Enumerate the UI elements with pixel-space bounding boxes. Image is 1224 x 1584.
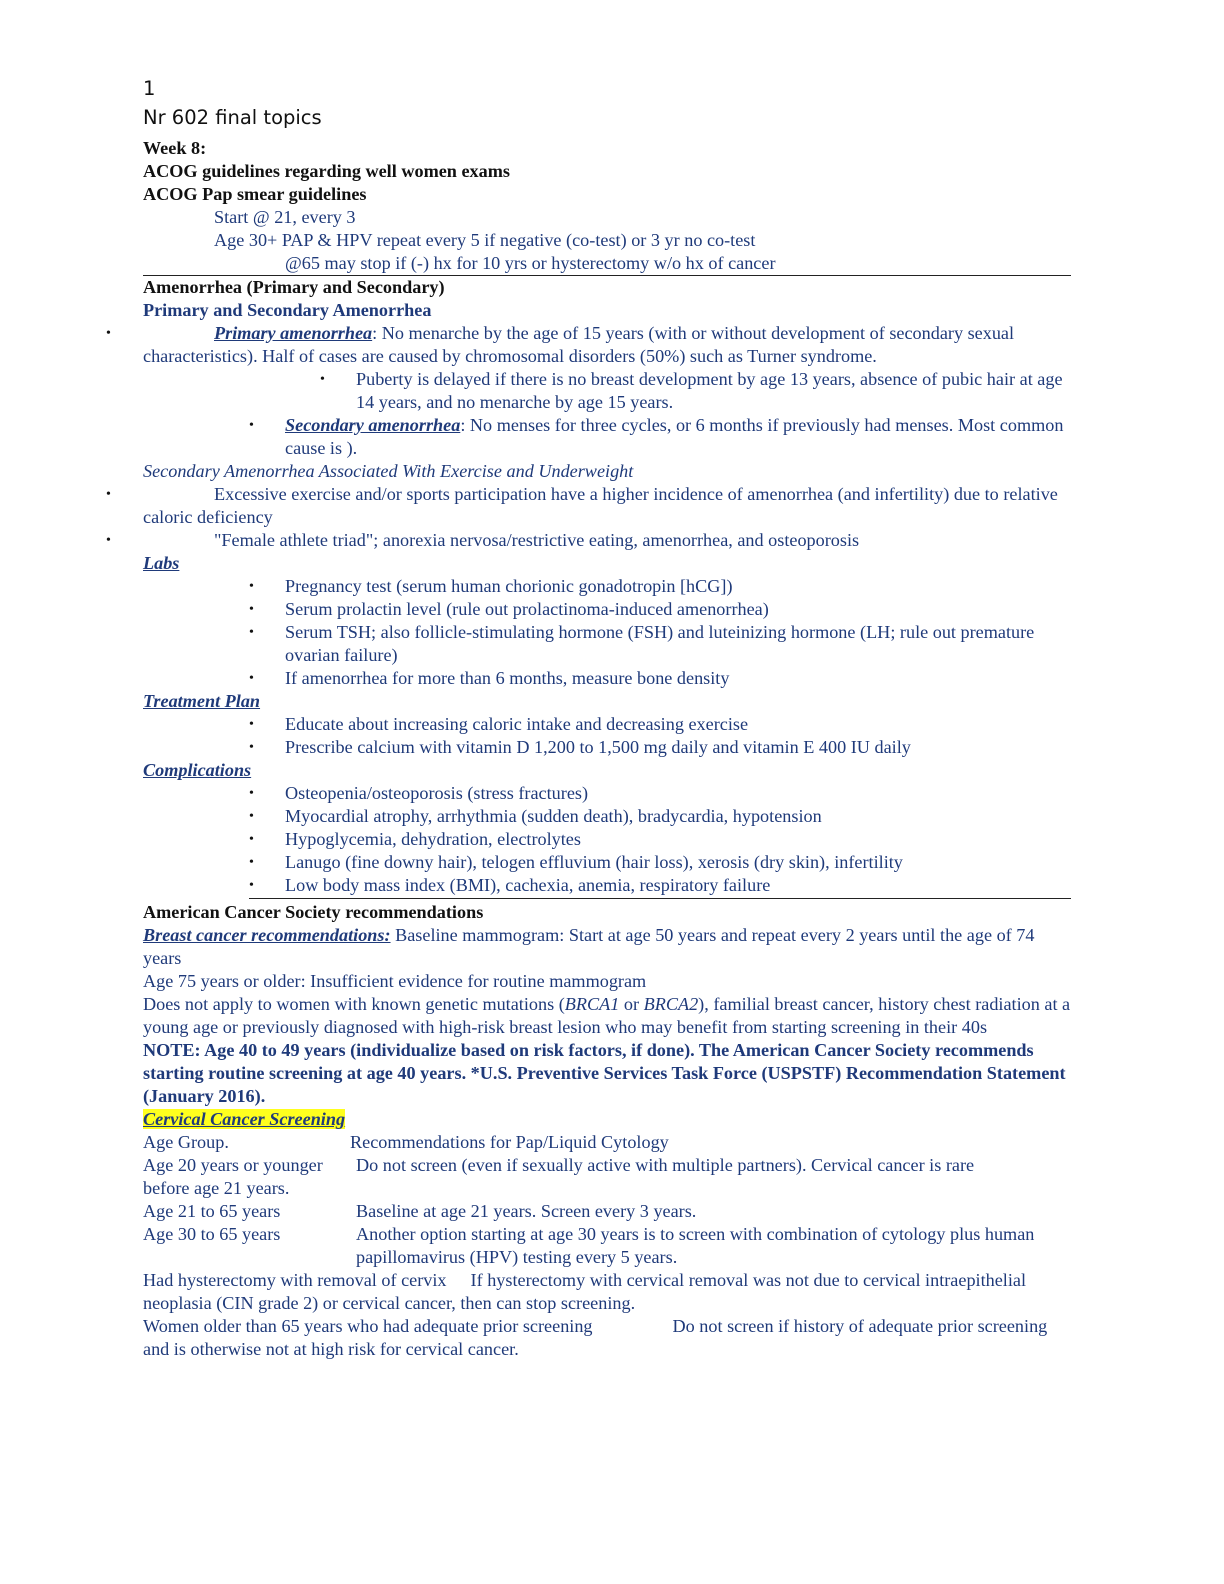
list-item — [143, 828, 1071, 851]
table-row — [143, 1223, 1071, 1269]
list-item — [106, 483, 1071, 529]
bullet-icon: • — [249, 855, 254, 870]
bullet-icon: • — [249, 717, 254, 732]
table-row — [143, 1131, 1071, 1154]
list-item — [143, 713, 1071, 736]
breast-text: Baseline mammogram: Start at age 50 years and repeat every 2 years until the age of 74 years — [143, 925, 1035, 968]
treatment-heading: Treatment Plan — [143, 691, 261, 711]
hysterectomy-row — [143, 1269, 1071, 1315]
lab-item: Pregnancy test (serum human chorionic gonadotropin [hCG]) — [285, 576, 733, 596]
complication-item: Low body mass index (BMI), cachexia, anemia, respiratory failure — [285, 875, 771, 895]
list-item — [143, 805, 1071, 828]
primary-amenorrhea-label: Primary amenorrhea — [214, 323, 373, 343]
secondary-amenorrhea-text: : No menses for three cycles, or 6 months if previously had menses. Most common cause is ). — [285, 415, 1064, 458]
bullet-icon: • — [106, 487, 111, 502]
table-cell: Age 21 to 65 years — [143, 1201, 281, 1221]
table-row — [143, 1200, 1071, 1223]
complications-heading: Complications — [143, 760, 252, 780]
list-item — [143, 851, 1071, 874]
treatment-item: Educate about increasing caloric intake and decreasing exercise — [285, 714, 749, 734]
bullet-icon: • — [249, 602, 254, 617]
pap-line: @65 may stop if (-) hx for 10 yrs or hysterectomy w/o hx of cancer — [143, 252, 1071, 276]
lab-item: Serum prolactin level (rule out prolactinoma-induced amenorrhea) — [285, 599, 769, 619]
list-item — [143, 782, 1071, 805]
acog-pap-heading: ACOG Pap smear guidelines — [143, 184, 367, 204]
table-cell: Age 30 to 65 years — [143, 1224, 281, 1244]
hysterectomy-text: If hysterectomy with cervical removal was not due to cervical intraepithelial neoplasia (CIN grade 2) or cervical cancer, then can stop screening. — [143, 1270, 1027, 1313]
bullet-icon: • — [249, 786, 254, 801]
bullet-icon: • — [106, 533, 111, 548]
list-item — [143, 736, 1071, 759]
older-label: Women older than 65 years who had adequate prior screening — [143, 1316, 593, 1336]
bullet-icon: • — [320, 372, 325, 387]
older-text: Do not screen if history of adequate prior screening and is otherwise not at high risk for cervical cancer. — [143, 1316, 1048, 1359]
or-text: or — [619, 994, 644, 1014]
amenorrhea-heading: Amenorrhea (Primary and Secondary) — [143, 277, 445, 297]
acog-well-heading: ACOG guidelines regarding well women exams — [143, 161, 510, 181]
week-heading: Week 8: — [143, 138, 207, 158]
lab-item: Serum TSH; also follicle-stimulating hormone (FSH) and luteinizing hormone (LH; rule out premature ovarian failure) — [285, 622, 1035, 665]
bullet-icon: • — [249, 671, 254, 686]
note-text: NOTE: Age 40 to 49 years (individualize based on risk factors, if done). The American Cancer Society recommends starting routine screening at age 40 years. *U.S. Preventive Services Task Force (USPSTF) Recommendation Statement (January 2016). — [143, 1040, 1066, 1106]
list-item — [143, 874, 1071, 899]
complication-item: Osteopenia/osteoporosis (stress fractures) — [285, 783, 589, 803]
cervical-heading: Cervical Cancer Screening — [143, 1109, 346, 1129]
list-item — [143, 598, 1071, 621]
breast-label: Breast cancer recommendations: — [143, 925, 391, 945]
table-cell: Another option starting at age 30 years is to screen with combination of cytology plus human papillomavirus (HPV) testing every 5 years. — [356, 1224, 1035, 1267]
complication-item: Hypoglycemia, dehydration, electrolytes — [285, 829, 581, 849]
older-row — [143, 1315, 1071, 1361]
hysterectomy-label: Had hysterectomy with removal of cervix — [143, 1270, 447, 1290]
bullet-icon: • — [106, 326, 111, 341]
amenorrhea-subheading: Primary and Secondary Amenorrhea — [143, 300, 432, 320]
bullet-icon: • — [249, 418, 254, 433]
list-item — [106, 529, 1071, 552]
age75-text: Age 75 years or older: Insufficient evidence for routine mammogram — [143, 971, 647, 991]
bullet-icon: • — [249, 579, 254, 594]
bullet-icon: • — [249, 625, 254, 640]
list-item — [106, 322, 1071, 368]
does-not-apply-text: Does not apply to women with known genetic mutations ( — [143, 994, 565, 1014]
list-item — [143, 368, 1071, 414]
list-item — [143, 621, 1071, 667]
lab-item: If amenorrhea for more than 6 months, measure bone density — [285, 668, 730, 688]
cervical-heading-line — [143, 1108, 1071, 1131]
complication-item: Myocardial atrophy, arrhythmia (sudden death), bradycardia, hypotension — [285, 806, 822, 826]
labs-heading: Labs — [143, 553, 180, 573]
bullet-icon: • — [249, 809, 254, 824]
table-cell: Recommendations for Pap/Liquid Cytology — [350, 1132, 669, 1152]
table-row-continued: before age 21 years. — [143, 1178, 290, 1198]
bullet-icon: • — [249, 740, 254, 755]
document-page — [106, 74, 1071, 1361]
exercise-heading: Secondary Amenorrhea Associated With Exercise and Underweight — [143, 461, 634, 481]
table-cell: Do not screen (even if sexually active with multiple partners). Cervical cancer is rare — [356, 1155, 975, 1175]
list-item — [143, 575, 1071, 598]
exercise-text: Excessive exercise and/or sports participation have a higher incidence of amenorrhea (and infertility) due to relative caloric deficiency — [143, 484, 1058, 527]
puberty-text: Puberty is delayed if there is no breast development by age 13 years, absence of pubic hair at age 14 years, and no menarche by age 15 years. — [356, 369, 1063, 412]
bullet-icon: • — [249, 832, 254, 847]
brca1-text: BRCA1 — [564, 994, 620, 1014]
does-not-apply — [143, 993, 1071, 1039]
table-cell: Baseline at age 21 years. Screen every 3 years. — [356, 1201, 697, 1221]
acs-heading: American Cancer Society recommendations — [143, 902, 484, 922]
document-title: Nr 602 final topics — [143, 106, 322, 129]
table-cell: Age Group. — [143, 1132, 229, 1152]
bullet-icon: • — [249, 878, 254, 893]
breast-recommendation — [143, 924, 1071, 970]
treatment-item: Prescribe calcium with vitamin D 1,200 to 1,500 mg daily and vitamin E 400 IU daily — [285, 737, 911, 757]
table-cell: Age 20 years or younger — [143, 1155, 323, 1175]
complication-item: Lanugo (fine downy hair), telogen effluvium (hair loss), xerosis (dry skin), infertility — [285, 852, 903, 872]
brca2-text: BRCA2 — [643, 994, 699, 1014]
pap-line: Start @ 21, every 3 — [214, 207, 356, 227]
pap-line: Age 30+ PAP & HPV repeat every 5 if negative (co-test) or 3 yr no co-test — [214, 230, 756, 250]
page-number: 1 — [143, 77, 156, 100]
does-not-apply-text: ), familial breast cancer, history chest radiation at a young age or previously diagnosed with high-risk breast lesion who may benefit from starting screening in their 40s — [143, 994, 1071, 1037]
list-item — [143, 667, 1071, 690]
exercise-text: "Female athlete triad"; anorexia nervosa/restrictive eating, amenorrhea, and osteoporosis — [214, 530, 860, 550]
list-item — [143, 414, 1071, 460]
table-row — [143, 1154, 1071, 1177]
primary-amenorrhea-text: : No menarche by the age of 15 years (with or without development of secondary sexual characteristics). Half of cases are caused by chromosomal disorders (50%) such as Turner syndrome. — [143, 323, 1015, 366]
secondary-amenorrhea-label: Secondary amenorrhea — [285, 415, 461, 435]
